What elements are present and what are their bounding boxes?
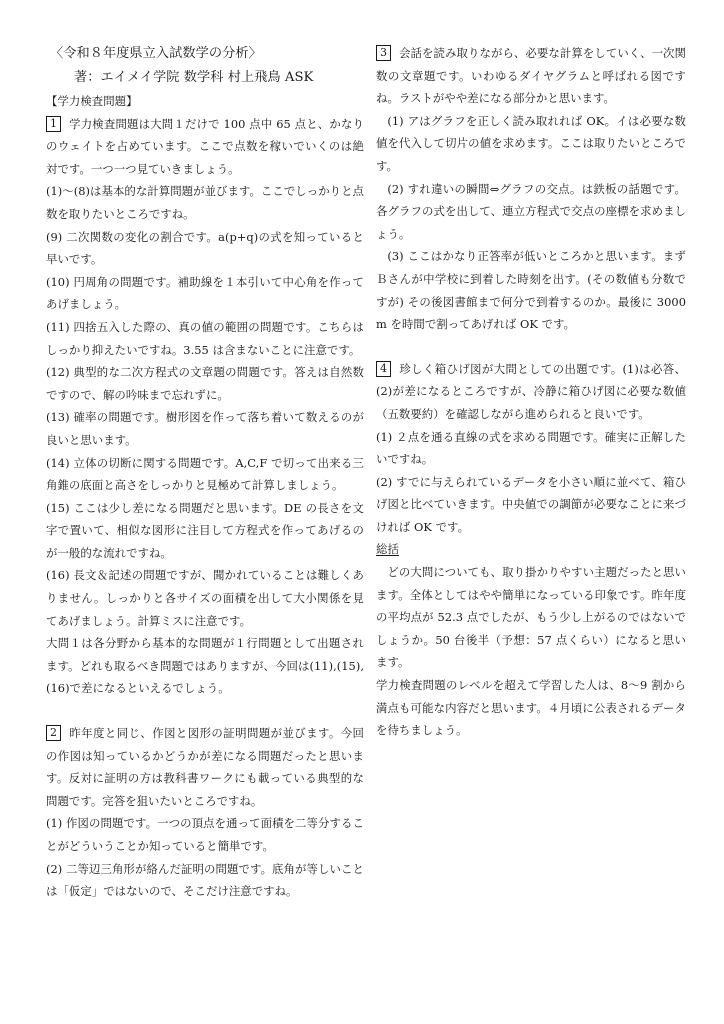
q2-intro-text: 昨年度と同じ、作図と図形の証明問題が並びます。今回の作図は知っているかどうかが差になる問題だったと思います。反対に証明の方は教科書ワークにも載っている典型的な問題です。完答を狙いたいところですね。 xyxy=(46,726,364,808)
question-number-box: 1 xyxy=(46,116,61,132)
q2-item: (1) 作図の問題です。一つの頂点を通って面積を二等分することがどういうことか知っていると簡単です。 xyxy=(46,816,364,853)
q1-item: (15) ここは少し差になる問題だと思います。DE の長さを文字で置いて、相似な図形に注目して方程式を作ってあげるのが一般的な流れですね。 xyxy=(46,500,364,560)
q3-item: (1) アはグラフを正しく読み取れれば OK。イは必要な数値を代入して切片の値を求めます。ここは取りたいところです。 xyxy=(376,113,686,173)
q2-intro xyxy=(46,722,364,812)
q1-closing: 大問１は各分野から基本的な問題が１行問題として出題されます。どれも取るべき問題ではありますが、今回は(11),(15),(16)で差になるといえるでしょう。 xyxy=(46,636,364,696)
document-author: 著：エイメイ学院 数学科 村上飛鳥 ASK xyxy=(74,70,314,85)
question-number-box: 4 xyxy=(376,361,391,377)
q4-item: (2) すでに与えられているデータを小さい順に並べて、箱ひげ図と比べていきます。中央値での調節が必要なことに来づければ OK です。 xyxy=(376,474,686,534)
spacer xyxy=(46,700,364,722)
summary-paragraph: どの大問についても、取り掛かりやすい主題だったと思います。全体としてはやや簡単になっている印象です。昨年度の平均点が 52.3 点でしたが、もう少し上がるのではないでしょうか。50 台後半（予想：57 点くらい）になると思います。 xyxy=(376,565,686,670)
question-number-box: 2 xyxy=(46,725,61,741)
q1-item: (12) 典型的な二次方程式の文章題の問題です。答えは自然数ですので、解の吟味まで忘れずに。 xyxy=(46,365,364,402)
document-title: 〈令和８年度県立入試数学の分析〉 xyxy=(50,46,262,61)
q4-intro-text: 珍しく箱ひげ図が大問としての出題です。(1)は必答、(2)が差になるところですが、冷静に箱ひげ図に必要な数値（五数要約）を確認しながら進められると良いです。 xyxy=(376,361,686,421)
q3-item: (2) すれ違いの瞬間⇔グラフの交点。は鉄板の話題です。各グラフの式を出して、連立方程式で交点の座標を求めましょう。 xyxy=(376,181,686,241)
q4-item: (1) ２点を通る直線の式を求める問題です。確実に正解したいですね。 xyxy=(376,429,686,467)
question-number-box: 3 xyxy=(376,45,391,61)
q1-intro xyxy=(46,113,364,181)
q1-item: (13) 確率の問題です。樹形図を作って落ち着いて数えるのが良いと思います。 xyxy=(46,410,364,447)
q1-item: (16) 長文＆記述の問題ですが、聞かれていることは難しくありません。しっかりと各サイズの面積を出して大小関係を見てあげましょう。計算ミスに注意です。 xyxy=(46,568,364,628)
spacer xyxy=(376,336,686,358)
right-column xyxy=(376,42,686,742)
q3-item: (3) ここはかなり正答率が低いところかと思います。まずＢさんが中学校に到着した時刻を出す。(その数値も分数ですが) その後図書館まで何分で到着するのか。最後に 3000m を時間で割ってあげれば OK です。 xyxy=(376,249,686,332)
summary-heading: 総括 xyxy=(376,542,399,557)
q2-item: (2) 二等辺三角形が絡んだ証明の問題です。底角が等しいことは「仮定」ではないので、そこだけ注意ですね。 xyxy=(46,861,364,899)
q1-intro-text: 学力検査問題は大問１だけで 100 点中 65 点と、かなりのウェイトを占めています。ここで点数を稼いでいくのは絶対です。一つ一つ見ていきましょう。 xyxy=(46,116,364,176)
q4-intro xyxy=(376,358,686,426)
summary-paragraph: 学力検査問題のレベルを超えて学習した人は、8〜9 割から満点も可能な内容だと思います。４月頃に公表されるデータを待ちましょう。 xyxy=(376,678,686,738)
q1-item: (14) 立体の切断に関する問題です。A,C,F で切って出来る三角錐の底面と高さをしっかりと見極めて計算しましょう。 xyxy=(46,455,364,493)
q3-intro-text: 会話を読み取りながら、必要な計算をしていく、一次関数の文章題です。いわゆるダイヤグラムと呼ばれる図ですね。ラストがやや差になる部分かと思います。 xyxy=(376,46,686,106)
q1-item: (11) 四捨五入した際の、真の値の範囲の問題です。こちらはしっかり抑えたいですね。3.55 は含まないことに注意です。 xyxy=(46,319,364,357)
q3-intro xyxy=(376,42,686,110)
q1-item: (1)〜(8)は基本的な計算問題が並びます。ここでしっかりと点数を取りたいところですね。 xyxy=(46,184,364,221)
q1-item: (10) 円周角の問題です。補助線を１本引いて中心角を作ってあげましょう。 xyxy=(46,274,364,312)
section-label: 【学力検査問題】 xyxy=(46,94,138,108)
q1-item: (9) 二次関数の変化の割合です。a(p+q)の式を知っていると早いです。 xyxy=(46,229,364,267)
left-column xyxy=(46,42,364,903)
